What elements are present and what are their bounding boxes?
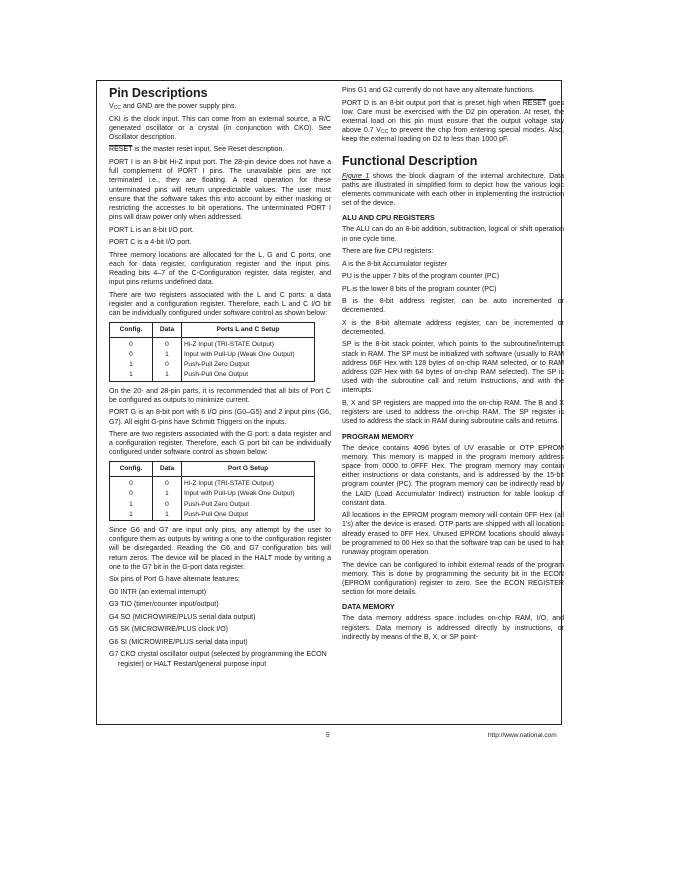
register-pu: PU is the upper 7 bits of the program counter (PC)	[342, 273, 500, 281]
table-cell: 1	[153, 489, 182, 499]
table-row	[110, 360, 315, 370]
port-l-paragraph: PORT L is an 8-bit I/O port.	[109, 226, 194, 234]
table-row	[110, 370, 315, 381]
register-x: X is the 8-bit alternate address register, can be incremented or decremented.	[342, 319, 564, 336]
table-cell: 0	[110, 350, 153, 360]
alt-feature-item: G3 TIO (timer/counter input/output)	[109, 601, 219, 609]
table-cell: 1	[110, 370, 153, 381]
figure-link[interactable]: Figure 1	[342, 172, 370, 180]
memory-locations-paragraph: Three memory locations are allocated for the L, G and C ports, one each for data register, configuration register and the input pins. Reading bits 4–7 of the C-Configuration register, data register, and input pins returns undefined data.	[109, 251, 331, 287]
table-cell: 1	[153, 510, 182, 521]
table-cell: 0	[153, 360, 182, 370]
right-column	[342, 86, 564, 645]
register-sp: SP is the 8-bit stack pointer, which points to the subroutine/interrupt stack in RAM. The SP must be initialized with software (usually to RAM address 06F Hex with 128 bytes of on-chip RAM selected, or to RAM address 02F Hex with 64 bytes of on-chip RAM selected). The SP is used with the subroutine call and return instructions, and with the interrupts.	[342, 341, 564, 395]
alu-paragraph: The ALU can do an 8-bit addition, subtraction, logical or shift operation in one cycle time.	[342, 226, 564, 243]
table-header: Ports L and C Setup	[182, 322, 315, 337]
table-cell: 0	[153, 337, 182, 350]
program-memory-heading: PROGRAM MEMORY	[342, 431, 414, 441]
table-row	[110, 500, 315, 510]
bxsp-paragraph: B, X and SP registers are mapped into the on-chip RAM. The B and X registers are used to address the on-chip RAM. The SP register is used to address the stack in RAM during subroutine calls and returns.	[342, 399, 564, 426]
alt-feature-item: G6 SI (MICROWIRE/PLUS serial data input)	[109, 638, 248, 646]
pin-descriptions-heading: Pin Descriptions	[109, 86, 208, 100]
table-cell: Push-Pull Zero Output	[182, 360, 315, 370]
functional-description-heading: Functional Description	[342, 153, 478, 168]
alt-feature-item: G7 CKO crystal oscillator output (selected by programming the ECON register) or HALT Restart/general purpose input	[109, 651, 327, 668]
table-cell: 0	[110, 337, 153, 350]
register-pl: PL is the lower 8 bits of the program counter (PC)	[342, 285, 497, 293]
ports-lc-setup-table	[109, 322, 315, 382]
table-cell: Input with Pull-Up (Weak One Output)	[182, 489, 315, 499]
table-header: Data	[153, 322, 182, 337]
table-header-row	[110, 461, 315, 476]
data-memory-paragraph: The data memory address space includes on-chip RAM, I/O, and registers. Data memory is addressed directly by instructions, or indirectly by means of the B, X, or SP point-	[342, 615, 564, 641]
pins-g1-g2-paragraph: Pins G1 and G2 currently do not have any alternate functions.	[342, 87, 535, 94]
security-paragraph: The device can be configured to inhibit external reads of the program memory. This is done by programming the security bit in the ECON (EPROM configuration) register to zero. See the ECON REGISTER section for more details.	[342, 561, 564, 597]
table-row	[110, 477, 315, 490]
cpu-registers-intro: There are five CPU registers:	[342, 248, 434, 256]
g6-g7-paragraph: Since G6 and G7 are input only pins, any attempt by the user to configure them as outputs by writing a one to the configuration register will be disregarded. Reading the G6 and G7 configuration bits will return zeros. The device will be placed in the HALT mode by writing a one to the G7 bit in the G-port data register.	[109, 526, 331, 571]
eprom-paragraph: All locations in the EPROM program memory will contain 0FF Hex (all 1's) after the device is erased. OTP parts are shipped with all locations already erased to 0FF Hex. Unused EPROM locations should always be programmed to 00 Hex so that the software trap can be used to halt runaway program operation.	[342, 512, 564, 557]
left-column	[109, 86, 331, 672]
table-cell: 1	[110, 360, 153, 370]
table-cell: 1	[110, 510, 153, 521]
table-header: Port G Setup	[182, 461, 315, 476]
port-c-recommendation-paragraph: On the 20- and 28-pin parts, it is recommended that all bits of Port C be configured as outputs to minimize current.	[109, 387, 331, 404]
table-row	[110, 337, 315, 350]
register-a: A is the 8-bit Accumulator register	[342, 260, 447, 268]
table-row	[110, 350, 315, 360]
vcc-paragraph: $V_{CC}$ and GND are the power supply pins.	[109, 103, 237, 111]
table-header: Config.	[110, 461, 153, 476]
alt-feature-item: G4 SO (MICROWIRE/PLUS serial data output)	[109, 613, 256, 621]
table-header: Config.	[110, 322, 153, 337]
table-cell: 0	[153, 500, 182, 510]
table-cell: 1	[153, 350, 182, 360]
table-row	[110, 489, 315, 499]
table-cell: 1	[153, 370, 182, 381]
alternate-features-intro: Six pins of Port G have alternate features:	[109, 576, 240, 584]
lc-registers-paragraph: There are two registers associated with the L and C ports: a data register and a configuration register. Therefore, each L and C I/O bit can be individually configured under software control as shown below:	[109, 291, 331, 318]
alt-feature-item: G0 INTR (an external interrupt)	[109, 588, 207, 596]
port-i-paragraph: PORT I is an 8-bit Hi-Z input port. The 28-pin device does not have a full complement of PORT I pins. The unavailable pins are not terminated i.e., they are floating. A read operation for these unterminated pins will return unpredictable values. The user must ensure that the software takes this into account by either masking or restricting the accesses to bit operations. The unterminated PORT I pins will draw power only when addressed.	[109, 158, 331, 222]
table-cell: 1	[110, 500, 153, 510]
alu-heading: ALU AND CPU REGISTERS	[342, 213, 435, 223]
port-d-paragraph: PORT D is an 8-bit output port that is preset high when RESET goes low. Care must be exercised with the D2 pin operation. At reset, the external load on this pin must ensure that the output voltage stay above 0.7 $V_{CC}$ to prevent the chip from entering special modes. Also, keep the external loading on D2 to less than 1000 pF.	[342, 99, 564, 144]
table-cell: 0	[110, 477, 153, 490]
page-number: 5	[326, 732, 330, 739]
table-cell: Push-Pull Zero Output	[182, 500, 315, 510]
functional-description-intro: Figure 1 shows the block diagram of the internal architecture. Data paths are illustrated in simplified form to depict how the various logic elements communicate with each other in implementing the instruction set of the device.	[342, 172, 564, 208]
table-cell: Hi-Z Input (TRI-STATE Output)	[182, 477, 315, 490]
table-cell: Push-Pull One Output	[182, 510, 315, 521]
table-cell: Push-Pull One Output	[182, 370, 315, 381]
port-g-setup-table	[109, 461, 315, 521]
reset-paragraph: RESET is the master reset input. See Reset description.	[109, 146, 285, 154]
table-cell: 0	[153, 477, 182, 490]
port-c-paragraph: PORT C is a 4-bit I/O port.	[109, 239, 192, 247]
table-cell: 0	[110, 489, 153, 499]
alt-feature-item: G5 SK (MICROWIRE/PLUS clock I/O)	[109, 626, 229, 634]
g-registers-paragraph: There are two registers associated with the G port: a data register and a configuration register. Therefore, each G port bit can be individually configured under software control as shown below:	[109, 431, 331, 457]
table-cell: Input with Pull-Up (Weak One Output)	[182, 350, 315, 360]
table-cell: Hi-Z Input (TRI-STATE Output)	[182, 337, 315, 350]
footer-url[interactable]: http://www.national.com	[488, 732, 557, 739]
table-header: Data	[153, 461, 182, 476]
port-g-paragraph: PORT G is an 8-bit port with 6 I/O pins (G0–G5) and 2 input pins (G6, G7). All eight G-pins have Schmitt Triggers on the inputs.	[109, 409, 331, 426]
cki-paragraph: CKI is the clock input. This can come from an external source, a R/C generated oscillator or a crystal (in conjunction with CKO). See Oscillator description.	[109, 115, 331, 141]
table-row	[110, 510, 315, 521]
table-header-row	[110, 322, 315, 337]
data-memory-heading: DATA MEMORY	[342, 602, 395, 612]
program-memory-paragraph: The device contains 4096 bytes of UV erasable or OTP EPROM memory. This memory is mapped in the program memory address space from 0000 to 0FFF Hex. The program memory may contain either instructions or data constants, and is addressed by the 15-bit program counter (PC). The program memory can be indirectly read by the LAID (Load Accumulator Indirect) instruction for table lookup of constant data.	[342, 444, 564, 507]
register-b: B is the 8-bit address register, can be auto incremented or decremented.	[342, 298, 564, 315]
